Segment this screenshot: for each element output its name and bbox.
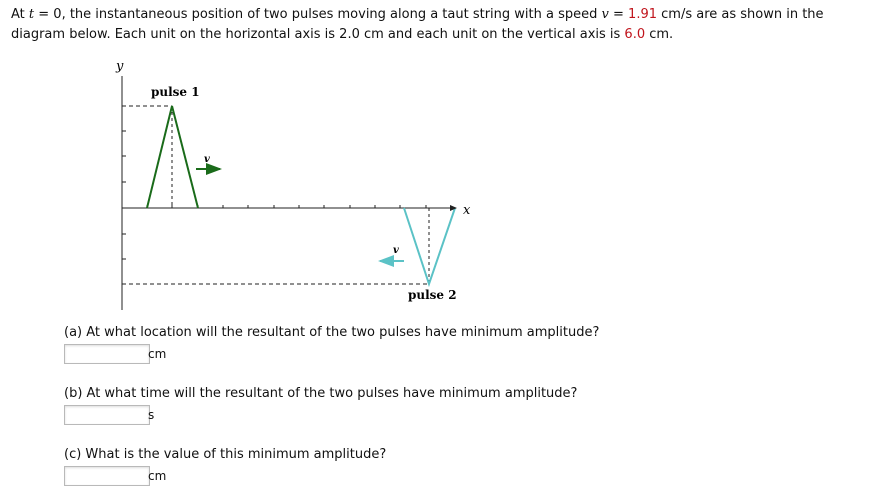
pulse-1-label: pulse 1 xyxy=(151,85,200,99)
speed-symbol: v xyxy=(601,7,609,22)
answer-b-input[interactable] xyxy=(64,405,150,425)
y-axis-ticks xyxy=(122,106,126,284)
pulse-2-velocity-label: v xyxy=(393,245,399,256)
answer-a-input[interactable] xyxy=(64,344,150,364)
intro-text: cm. xyxy=(645,27,674,42)
pulse-1-velocity-label: v xyxy=(204,154,210,165)
intro-text: = xyxy=(608,7,629,22)
x-axis-label: x xyxy=(463,203,471,218)
vertical-unit-value: 6.0 xyxy=(624,27,646,42)
speed-value: 1.91 xyxy=(628,7,657,22)
question-a: (a) At what location will the resultant of the two pulses have minimum amplitude? xyxy=(64,325,600,340)
time-symbol: t xyxy=(28,7,35,22)
answer-a-unit: cm xyxy=(148,347,167,361)
answer-c-unit: cm xyxy=(148,469,167,483)
pulse-2-label: pulse 2 xyxy=(408,288,457,302)
intro-text: At xyxy=(11,7,29,22)
y-axis-label: y xyxy=(116,59,124,74)
intro-text: = 0, the instantaneous position of two pulses moving along a taut string with a speed xyxy=(34,7,602,22)
question-b: (b) At what time will the resultant of the two pulses have minimum amplitude? xyxy=(64,386,578,401)
answer-c-input[interactable] xyxy=(64,466,150,486)
answer-b-unit: s xyxy=(148,408,155,422)
question-c: (c) What is the value of this minimum amplitude? xyxy=(64,447,387,462)
intro-text: cm/s are as shown in the diagram below. Each unit on the horizontal axis is 2.0 cm and each unit on the vertical axis is xyxy=(11,7,824,42)
